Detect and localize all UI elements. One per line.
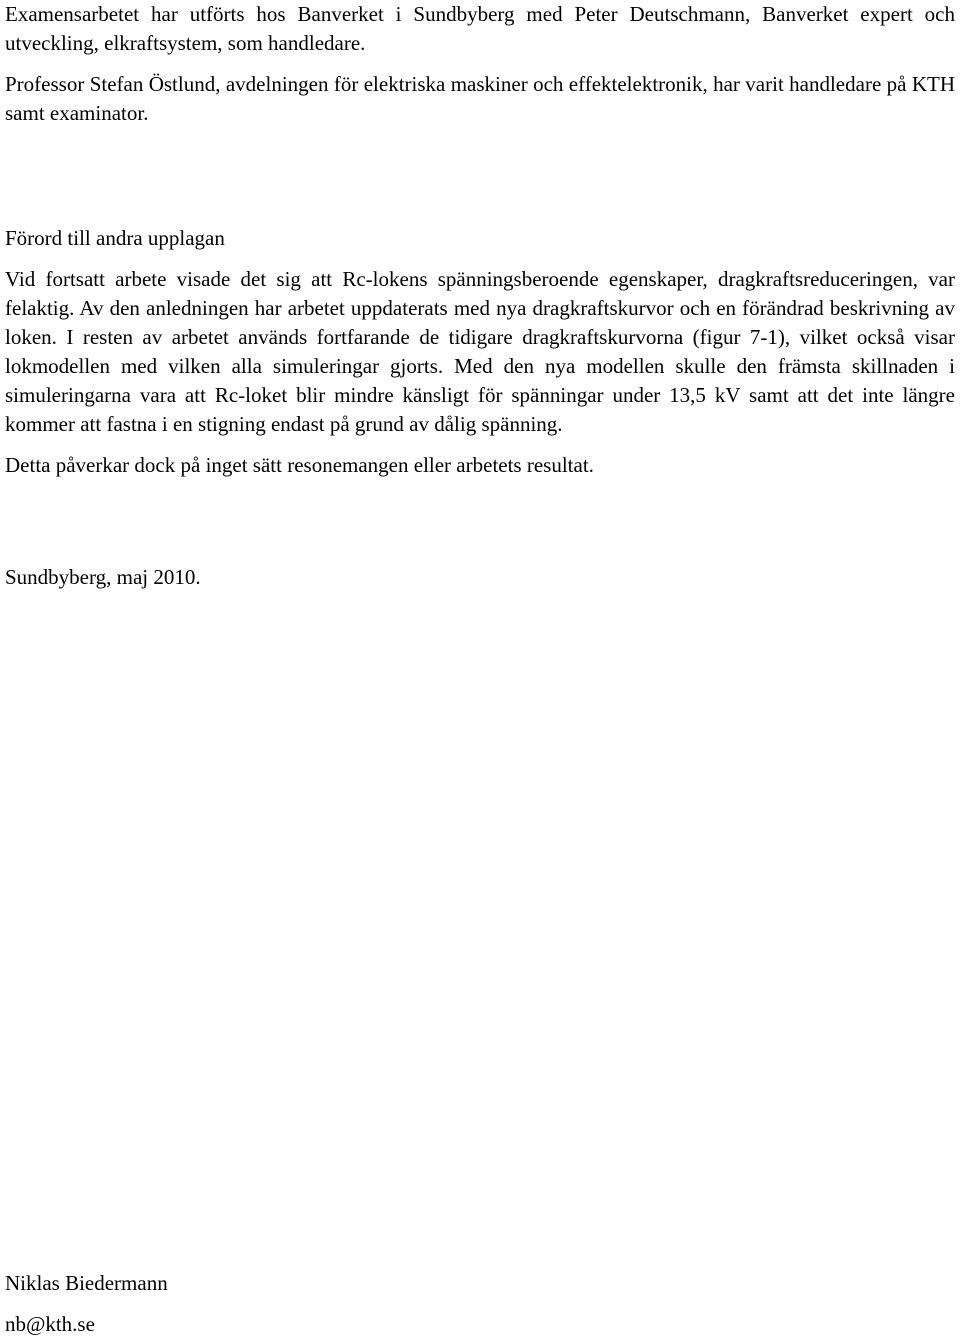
author-section [5,1269,955,1339]
examiner-paragraph: Professor Stefan Östlund, avdelningen för elektriska maskiner och effektelektronik, har varit handledare på KTH samt examinator. [5,72,955,125]
supervisor-paragraph: Examensarbetet har utförts hos Banverket i Sundbyberg med Peter Deutschmann, Banverket expert och utveckling, elkraftsystem, som handledare. [5,2,955,55]
paragraph-gap [5,439,955,451]
place-date: Sundbyberg, maj 2010. [5,565,201,589]
foreword-section [5,224,955,480]
heading-gap [5,253,955,265]
author-email: nb@kth.se [5,1312,95,1336]
place-date-section [5,563,955,592]
paragraph-gap [5,58,955,70]
author-gap [5,1298,955,1310]
acknowledgement-section [5,0,955,128]
foreword-paragraph: Vid fortsatt arbete visade det sig att Rc-lokens spänningsberoende egenskaper, dragkraftsreduceringen, var felaktig. Av den anledningen har arbetet uppdaterats med nya dragkraftskurvor och en förändrad beskrivning av loken. I resten av arbetet används fortfarande de tidigare dragkraftskurvorna (figur 7-1), vilket också visar lokmodellen med vilken alla simuleringar gjorts. Med den nya modellen skulle den främsta skillnaden i simuleringarna vara att Rc-loket blir mindre känsligt för spänningar under 13,5 kV samt att det inte längre kommer att fastna i en stigning endast på grund av dålig spänning. [5,267,955,436]
foreword-conclusion: Detta påverkar dock på inget sätt resonemangen eller arbetets resultat. [5,453,594,477]
foreword-heading: Förord till andra upplagan [5,226,225,250]
author-name: Niklas Biedermann [5,1271,168,1295]
